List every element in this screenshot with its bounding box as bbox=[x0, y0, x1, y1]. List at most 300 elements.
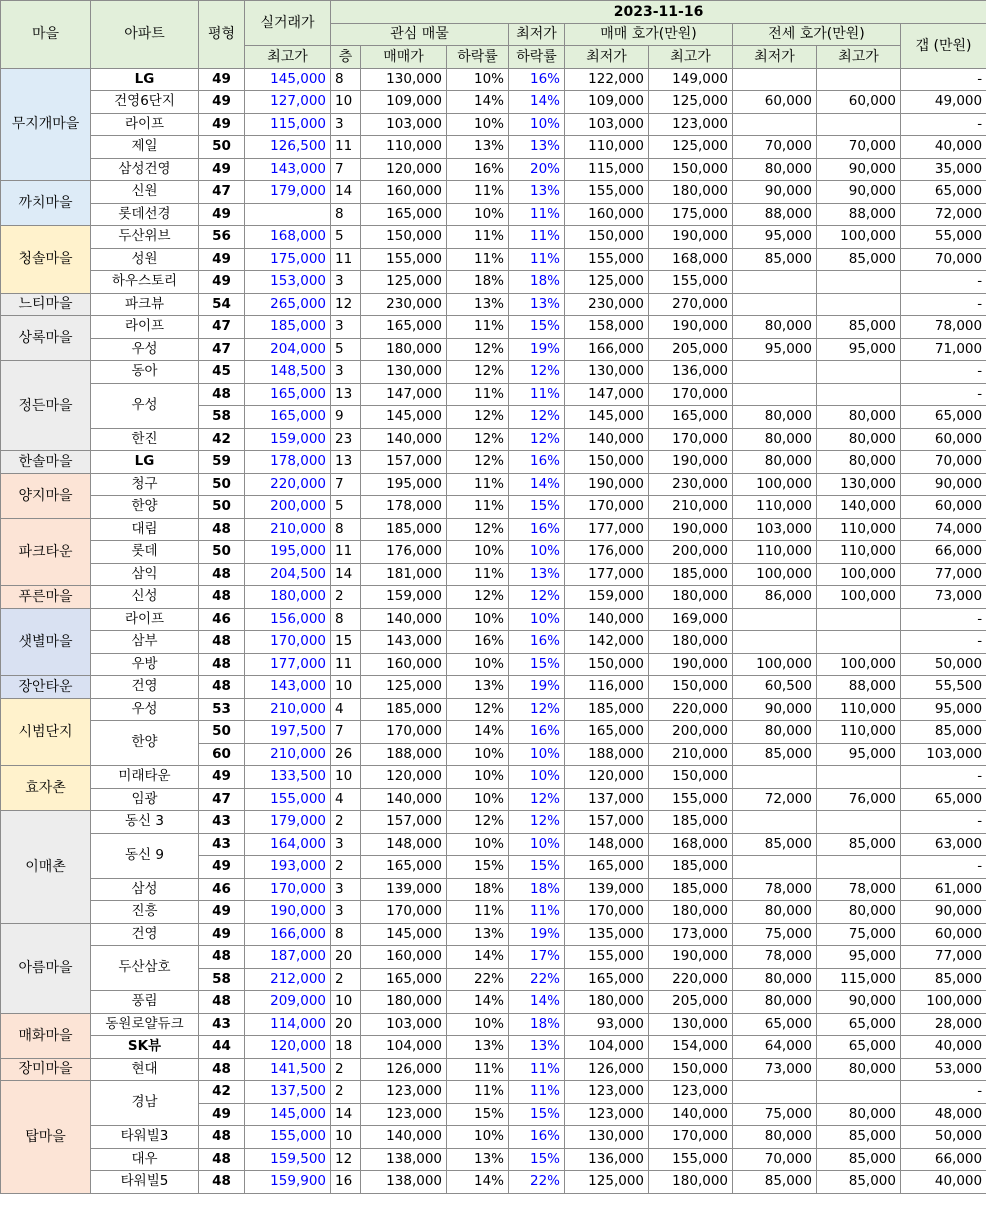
table-row bbox=[1, 293, 986, 316]
drop-rate-cell: 13% bbox=[447, 923, 509, 946]
gap-cell: 70,000 bbox=[901, 451, 986, 474]
real-trade-max-cell: 165,000 bbox=[245, 383, 331, 406]
gap-cell: 85,000 bbox=[901, 721, 986, 744]
lowest-drop-rate-cell: 12% bbox=[509, 788, 565, 811]
floor-cell: 7 bbox=[331, 158, 361, 181]
village-cell: 까치마을 bbox=[1, 181, 91, 226]
floor-cell: 12 bbox=[331, 293, 361, 316]
jeonse-min-cell: 85,000 bbox=[733, 743, 817, 766]
jeonse-min-cell bbox=[733, 383, 817, 406]
real-trade-max-cell: 210,000 bbox=[245, 698, 331, 721]
jeonse-max-cell: 90,000 bbox=[817, 991, 901, 1014]
table-row bbox=[1, 833, 986, 856]
size-cell: 50 bbox=[199, 721, 245, 744]
lowest-drop-rate-cell: 20% bbox=[509, 158, 565, 181]
apartment-cell: 대림 bbox=[91, 518, 199, 541]
sale-min-cell: 130,000 bbox=[565, 1126, 649, 1149]
jeonse-min-cell: 110,000 bbox=[733, 496, 817, 519]
size-cell: 50 bbox=[199, 541, 245, 564]
apartment-cell: 동신 3 bbox=[91, 811, 199, 834]
size-cell: 48 bbox=[199, 991, 245, 1014]
floor-cell: 14 bbox=[331, 563, 361, 586]
jeonse-max-cell: 95,000 bbox=[817, 946, 901, 969]
gap-cell: 28,000 bbox=[901, 1013, 986, 1036]
sale-max-cell: 165,000 bbox=[649, 406, 733, 429]
lowest-drop-rate-cell: 13% bbox=[509, 181, 565, 204]
floor-cell: 2 bbox=[331, 856, 361, 879]
gap-cell: 95,000 bbox=[901, 698, 986, 721]
real-trade-max-cell: 190,000 bbox=[245, 901, 331, 924]
drop-rate-cell: 10% bbox=[447, 541, 509, 564]
floor-cell: 3 bbox=[331, 361, 361, 384]
apartment-cell: 신원 bbox=[91, 181, 199, 204]
sale-max-cell: 155,000 bbox=[649, 1148, 733, 1171]
sale-price-cell: 160,000 bbox=[361, 181, 447, 204]
size-cell: 49 bbox=[199, 113, 245, 136]
real-trade-max-cell: 159,000 bbox=[245, 428, 331, 451]
real-trade-max-cell: 185,000 bbox=[245, 316, 331, 339]
gap-cell: - bbox=[901, 631, 986, 654]
drop-rate-cell: 11% bbox=[447, 901, 509, 924]
apartment-cell: 진흥 bbox=[91, 901, 199, 924]
drop-rate-cell: 13% bbox=[447, 293, 509, 316]
sale-price-cell: 176,000 bbox=[361, 541, 447, 564]
jeonse-min-cell: 100,000 bbox=[733, 563, 817, 586]
jeonse-max-cell bbox=[817, 1081, 901, 1104]
sale-max-cell: 210,000 bbox=[649, 496, 733, 519]
gap-cell: 73,000 bbox=[901, 586, 986, 609]
apartment-cell: 라이프 bbox=[91, 113, 199, 136]
drop-rate-cell: 12% bbox=[447, 586, 509, 609]
lowest-drop-rate-cell: 11% bbox=[509, 226, 565, 249]
real-trade-max-cell: 114,000 bbox=[245, 1013, 331, 1036]
table-row bbox=[1, 113, 986, 136]
sale-min-cell: 109,000 bbox=[565, 91, 649, 114]
jeonse-min-cell: 80,000 bbox=[733, 991, 817, 1014]
sale-max-cell: 155,000 bbox=[649, 788, 733, 811]
floor-cell: 20 bbox=[331, 1013, 361, 1036]
gap-cell: 90,000 bbox=[901, 901, 986, 924]
village-cell: 양지마을 bbox=[1, 473, 91, 518]
sale-price-cell: 145,000 bbox=[361, 923, 447, 946]
jeonse-min-cell: 60,000 bbox=[733, 91, 817, 114]
size-cell: 60 bbox=[199, 743, 245, 766]
gap-cell: 103,000 bbox=[901, 743, 986, 766]
drop-rate-cell: 13% bbox=[447, 1148, 509, 1171]
lowest-drop-rate-cell: 11% bbox=[509, 203, 565, 226]
header-real-trade-max: 최고가 bbox=[245, 46, 331, 69]
village-cell: 파크타운 bbox=[1, 518, 91, 586]
sale-price-cell: 159,000 bbox=[361, 586, 447, 609]
floor-cell: 8 bbox=[331, 203, 361, 226]
sale-min-cell: 155,000 bbox=[565, 181, 649, 204]
village-cell: 시범단지 bbox=[1, 698, 91, 766]
table-row bbox=[1, 901, 986, 924]
gap-cell: 72,000 bbox=[901, 203, 986, 226]
apartment-cell: 한진 bbox=[91, 428, 199, 451]
sale-min-cell: 148,000 bbox=[565, 833, 649, 856]
table-row bbox=[1, 1013, 986, 1036]
sale-max-cell: 180,000 bbox=[649, 631, 733, 654]
header-jeonse-min: 최저가 bbox=[733, 46, 817, 69]
gap-cell: 100,000 bbox=[901, 991, 986, 1014]
apartment-cell: 건영 bbox=[91, 923, 199, 946]
jeonse-min-cell bbox=[733, 631, 817, 654]
jeonse-max-cell: 85,000 bbox=[817, 316, 901, 339]
sale-price-cell: 103,000 bbox=[361, 1013, 447, 1036]
sale-price-cell: 110,000 bbox=[361, 136, 447, 159]
village-cell: 장미마을 bbox=[1, 1058, 91, 1081]
lowest-drop-rate-cell: 15% bbox=[509, 496, 565, 519]
apartment-cell: 대우 bbox=[91, 1148, 199, 1171]
real-trade-max-cell: 168,000 bbox=[245, 226, 331, 249]
jeonse-min-cell bbox=[733, 361, 817, 384]
size-cell: 48 bbox=[199, 563, 245, 586]
sale-min-cell: 137,000 bbox=[565, 788, 649, 811]
gap-cell: 66,000 bbox=[901, 1148, 986, 1171]
size-cell: 44 bbox=[199, 1036, 245, 1059]
sale-max-cell: 190,000 bbox=[649, 518, 733, 541]
jeonse-max-cell: 110,000 bbox=[817, 541, 901, 564]
size-cell: 48 bbox=[199, 653, 245, 676]
jeonse-max-cell bbox=[817, 383, 901, 406]
sale-min-cell: 190,000 bbox=[565, 473, 649, 496]
sale-min-cell: 123,000 bbox=[565, 1081, 649, 1104]
drop-rate-cell: 14% bbox=[447, 721, 509, 744]
lowest-drop-rate-cell: 19% bbox=[509, 338, 565, 361]
apartment-cell: 라이프 bbox=[91, 316, 199, 339]
floor-cell: 2 bbox=[331, 586, 361, 609]
lowest-drop-rate-cell: 18% bbox=[509, 878, 565, 901]
table-row bbox=[1, 1058, 986, 1081]
sale-min-cell: 159,000 bbox=[565, 586, 649, 609]
table-row bbox=[1, 878, 986, 901]
apartment-cell: 우성 bbox=[91, 338, 199, 361]
real-trade-max-cell: 170,000 bbox=[245, 631, 331, 654]
lowest-drop-rate-cell: 15% bbox=[509, 1103, 565, 1126]
size-cell: 48 bbox=[199, 631, 245, 654]
real-trade-max-cell: 265,000 bbox=[245, 293, 331, 316]
header-drop-rate: 하락률 bbox=[447, 46, 509, 69]
village-cell: 탑마을 bbox=[1, 1081, 91, 1194]
sale-min-cell: 120,000 bbox=[565, 766, 649, 789]
sale-max-cell: 123,000 bbox=[649, 1081, 733, 1104]
apartment-cell: 삼성건영 bbox=[91, 158, 199, 181]
header-size: 평형 bbox=[199, 1, 245, 69]
sale-price-cell: 230,000 bbox=[361, 293, 447, 316]
sale-max-cell: 149,000 bbox=[649, 68, 733, 91]
header-sale-min: 최저가 bbox=[565, 46, 649, 69]
jeonse-max-cell: 130,000 bbox=[817, 473, 901, 496]
drop-rate-cell: 10% bbox=[447, 743, 509, 766]
sale-min-cell: 150,000 bbox=[565, 653, 649, 676]
gap-cell: 65,000 bbox=[901, 406, 986, 429]
sale-max-cell: 185,000 bbox=[649, 563, 733, 586]
floor-cell: 10 bbox=[331, 91, 361, 114]
sale-min-cell: 142,000 bbox=[565, 631, 649, 654]
gap-cell: 55,000 bbox=[901, 226, 986, 249]
sale-max-cell: 125,000 bbox=[649, 91, 733, 114]
drop-rate-cell: 12% bbox=[447, 361, 509, 384]
real-trade-max-cell: 166,000 bbox=[245, 923, 331, 946]
size-cell: 48 bbox=[199, 518, 245, 541]
sale-price-cell: 140,000 bbox=[361, 1126, 447, 1149]
table-row bbox=[1, 91, 986, 114]
drop-rate-cell: 16% bbox=[447, 158, 509, 181]
sale-max-cell: 190,000 bbox=[649, 946, 733, 969]
floor-cell: 4 bbox=[331, 698, 361, 721]
apartment-cell: 우성 bbox=[91, 698, 199, 721]
apartment-cell: 하우스토리 bbox=[91, 271, 199, 294]
lowest-drop-rate-cell: 12% bbox=[509, 698, 565, 721]
jeonse-max-cell: 95,000 bbox=[817, 338, 901, 361]
jeonse-max-cell: 80,000 bbox=[817, 1103, 901, 1126]
sale-min-cell: 165,000 bbox=[565, 721, 649, 744]
jeonse-max-cell: 90,000 bbox=[817, 181, 901, 204]
sale-max-cell: 185,000 bbox=[649, 856, 733, 879]
drop-rate-cell: 10% bbox=[447, 1013, 509, 1036]
table-row bbox=[1, 158, 986, 181]
gap-cell: 48,000 bbox=[901, 1103, 986, 1126]
drop-rate-cell: 11% bbox=[447, 248, 509, 271]
jeonse-min-cell: 80,000 bbox=[733, 158, 817, 181]
gap-cell: 40,000 bbox=[901, 136, 986, 159]
apartment-cell: 타워빌3 bbox=[91, 1126, 199, 1149]
table-row bbox=[1, 631, 986, 654]
real-trade-max-cell: 120,000 bbox=[245, 1036, 331, 1059]
floor-cell: 7 bbox=[331, 473, 361, 496]
table-row bbox=[1, 361, 986, 384]
size-cell: 46 bbox=[199, 608, 245, 631]
jeonse-max-cell bbox=[817, 113, 901, 136]
jeonse-max-cell: 110,000 bbox=[817, 518, 901, 541]
floor-cell: 11 bbox=[331, 136, 361, 159]
jeonse-min-cell: 80,000 bbox=[733, 968, 817, 991]
table-row bbox=[1, 1081, 986, 1104]
real-trade-max-cell: 212,000 bbox=[245, 968, 331, 991]
floor-cell: 2 bbox=[331, 811, 361, 834]
header-floor: 층 bbox=[331, 46, 361, 69]
size-cell: 43 bbox=[199, 811, 245, 834]
sale-price-cell: 120,000 bbox=[361, 158, 447, 181]
apartment-cell: 한양 bbox=[91, 721, 199, 766]
gap-cell: 77,000 bbox=[901, 946, 986, 969]
drop-rate-cell: 15% bbox=[447, 1103, 509, 1126]
sale-min-cell: 170,000 bbox=[565, 496, 649, 519]
lowest-drop-rate-cell: 10% bbox=[509, 766, 565, 789]
jeonse-min-cell bbox=[733, 856, 817, 879]
drop-rate-cell: 10% bbox=[447, 113, 509, 136]
size-cell: 54 bbox=[199, 293, 245, 316]
table-row bbox=[1, 766, 986, 789]
sale-price-cell: 145,000 bbox=[361, 406, 447, 429]
floor-cell: 14 bbox=[331, 181, 361, 204]
real-trade-max-cell: 178,000 bbox=[245, 451, 331, 474]
sale-price-cell: 130,000 bbox=[361, 361, 447, 384]
sale-min-cell: 177,000 bbox=[565, 563, 649, 586]
real-trade-max-cell: 153,000 bbox=[245, 271, 331, 294]
real-trade-max-cell: 145,000 bbox=[245, 1103, 331, 1126]
lowest-drop-rate-cell: 12% bbox=[509, 361, 565, 384]
header-sale-quote: 매매 호가(만원) bbox=[565, 23, 733, 46]
floor-cell: 10 bbox=[331, 991, 361, 1014]
lowest-drop-rate-cell: 12% bbox=[509, 586, 565, 609]
real-trade-max-cell: 127,000 bbox=[245, 91, 331, 114]
real-trade-max-cell: 156,000 bbox=[245, 608, 331, 631]
header-sale-max: 최고가 bbox=[649, 46, 733, 69]
jeonse-min-cell: 85,000 bbox=[733, 248, 817, 271]
sale-max-cell: 190,000 bbox=[649, 226, 733, 249]
sale-max-cell: 190,000 bbox=[649, 316, 733, 339]
sale-max-cell: 185,000 bbox=[649, 878, 733, 901]
floor-cell: 3 bbox=[331, 833, 361, 856]
jeonse-min-cell: 75,000 bbox=[733, 1103, 817, 1126]
drop-rate-cell: 12% bbox=[447, 518, 509, 541]
gap-cell: 60,000 bbox=[901, 923, 986, 946]
real-trade-max-cell: 200,000 bbox=[245, 496, 331, 519]
gap-cell: - bbox=[901, 293, 986, 316]
sale-max-cell: 190,000 bbox=[649, 653, 733, 676]
jeonse-max-cell: 100,000 bbox=[817, 653, 901, 676]
floor-cell: 13 bbox=[331, 451, 361, 474]
jeonse-max-cell: 75,000 bbox=[817, 923, 901, 946]
real-trade-max-cell: 137,500 bbox=[245, 1081, 331, 1104]
drop-rate-cell: 16% bbox=[447, 631, 509, 654]
lowest-drop-rate-cell: 15% bbox=[509, 1148, 565, 1171]
floor-cell: 14 bbox=[331, 1103, 361, 1126]
jeonse-min-cell bbox=[733, 811, 817, 834]
table-row bbox=[1, 541, 986, 564]
jeonse-max-cell bbox=[817, 766, 901, 789]
sale-max-cell: 200,000 bbox=[649, 541, 733, 564]
jeonse-min-cell: 80,000 bbox=[733, 451, 817, 474]
table-row bbox=[1, 676, 986, 699]
jeonse-min-cell: 90,000 bbox=[733, 698, 817, 721]
table-row bbox=[1, 338, 986, 361]
lowest-drop-rate-cell: 12% bbox=[509, 406, 565, 429]
gap-cell: 50,000 bbox=[901, 653, 986, 676]
table-row bbox=[1, 721, 986, 744]
sale-max-cell: 180,000 bbox=[649, 586, 733, 609]
floor-cell: 5 bbox=[331, 338, 361, 361]
apartment-cell: 동신 9 bbox=[91, 833, 199, 878]
table-row bbox=[1, 991, 986, 1014]
jeonse-min-cell: 80,000 bbox=[733, 721, 817, 744]
sale-min-cell: 126,000 bbox=[565, 1058, 649, 1081]
table-row bbox=[1, 68, 986, 91]
jeonse-min-cell: 75,000 bbox=[733, 923, 817, 946]
size-cell: 49 bbox=[199, 203, 245, 226]
jeonse-min-cell: 100,000 bbox=[733, 653, 817, 676]
table-row bbox=[1, 923, 986, 946]
size-cell: 49 bbox=[199, 901, 245, 924]
lowest-drop-rate-cell: 16% bbox=[509, 721, 565, 744]
drop-rate-cell: 10% bbox=[447, 608, 509, 631]
sale-max-cell: 136,000 bbox=[649, 361, 733, 384]
size-cell: 42 bbox=[199, 428, 245, 451]
sale-max-cell: 150,000 bbox=[649, 766, 733, 789]
table-row bbox=[1, 1148, 986, 1171]
real-trade-max-cell: 193,000 bbox=[245, 856, 331, 879]
sale-price-cell: 109,000 bbox=[361, 91, 447, 114]
table-row bbox=[1, 608, 986, 631]
gap-cell: - bbox=[901, 766, 986, 789]
village-cell: 느티마을 bbox=[1, 293, 91, 316]
jeonse-min-cell bbox=[733, 1081, 817, 1104]
real-trade-max-cell: 209,000 bbox=[245, 991, 331, 1014]
jeonse-min-cell: 100,000 bbox=[733, 473, 817, 496]
village-cell: 아름마을 bbox=[1, 923, 91, 1013]
apartment-cell: 성원 bbox=[91, 248, 199, 271]
floor-cell: 5 bbox=[331, 496, 361, 519]
size-cell: 48 bbox=[199, 1171, 245, 1194]
jeonse-min-cell: 103,000 bbox=[733, 518, 817, 541]
sale-price-cell: 147,000 bbox=[361, 383, 447, 406]
gap-cell: 70,000 bbox=[901, 248, 986, 271]
sale-price-cell: 165,000 bbox=[361, 968, 447, 991]
real-trade-max-cell bbox=[245, 203, 331, 226]
gap-cell: 78,000 bbox=[901, 316, 986, 339]
village-cell: 효자촌 bbox=[1, 766, 91, 811]
size-cell: 50 bbox=[199, 496, 245, 519]
real-trade-max-cell: 170,000 bbox=[245, 878, 331, 901]
apartment-cell: 청구 bbox=[91, 473, 199, 496]
apartment-cell: 라이프 bbox=[91, 608, 199, 631]
jeonse-min-cell bbox=[733, 293, 817, 316]
sale-price-cell: 120,000 bbox=[361, 766, 447, 789]
sale-max-cell: 155,000 bbox=[649, 271, 733, 294]
jeonse-min-cell: 70,000 bbox=[733, 1148, 817, 1171]
size-cell: 48 bbox=[199, 946, 245, 969]
village-cell: 푸른마을 bbox=[1, 586, 91, 609]
sale-price-cell: 123,000 bbox=[361, 1081, 447, 1104]
village-cell: 매화마을 bbox=[1, 1013, 91, 1058]
apartment-cell: 건영 bbox=[91, 676, 199, 699]
sale-max-cell: 168,000 bbox=[649, 833, 733, 856]
drop-rate-cell: 14% bbox=[447, 991, 509, 1014]
jeonse-max-cell: 70,000 bbox=[817, 136, 901, 159]
real-trade-max-cell: 133,500 bbox=[245, 766, 331, 789]
jeonse-min-cell: 65,000 bbox=[733, 1013, 817, 1036]
sale-max-cell: 205,000 bbox=[649, 991, 733, 1014]
sale-min-cell: 145,000 bbox=[565, 406, 649, 429]
lowest-drop-rate-cell: 19% bbox=[509, 676, 565, 699]
drop-rate-cell: 12% bbox=[447, 338, 509, 361]
apartment-cell: 풍림 bbox=[91, 991, 199, 1014]
size-cell: 48 bbox=[199, 1126, 245, 1149]
apartment-cell: 제일 bbox=[91, 136, 199, 159]
sale-price-cell: 139,000 bbox=[361, 878, 447, 901]
real-trade-max-cell: 159,900 bbox=[245, 1171, 331, 1194]
lowest-drop-rate-cell: 16% bbox=[509, 518, 565, 541]
lowest-drop-rate-cell: 11% bbox=[509, 901, 565, 924]
size-cell: 47 bbox=[199, 788, 245, 811]
floor-cell: 8 bbox=[331, 608, 361, 631]
floor-cell: 16 bbox=[331, 1171, 361, 1194]
floor-cell: 11 bbox=[331, 541, 361, 564]
lowest-drop-rate-cell: 10% bbox=[509, 743, 565, 766]
drop-rate-cell: 12% bbox=[447, 451, 509, 474]
drop-rate-cell: 10% bbox=[447, 203, 509, 226]
apartment-cell: 건영6단지 bbox=[91, 91, 199, 114]
gap-cell: 74,000 bbox=[901, 518, 986, 541]
real-trade-max-cell: 155,000 bbox=[245, 788, 331, 811]
sale-max-cell: 130,000 bbox=[649, 1013, 733, 1036]
drop-rate-cell: 14% bbox=[447, 1171, 509, 1194]
sale-max-cell: 205,000 bbox=[649, 338, 733, 361]
jeonse-min-cell: 88,000 bbox=[733, 203, 817, 226]
gap-cell: 77,000 bbox=[901, 563, 986, 586]
